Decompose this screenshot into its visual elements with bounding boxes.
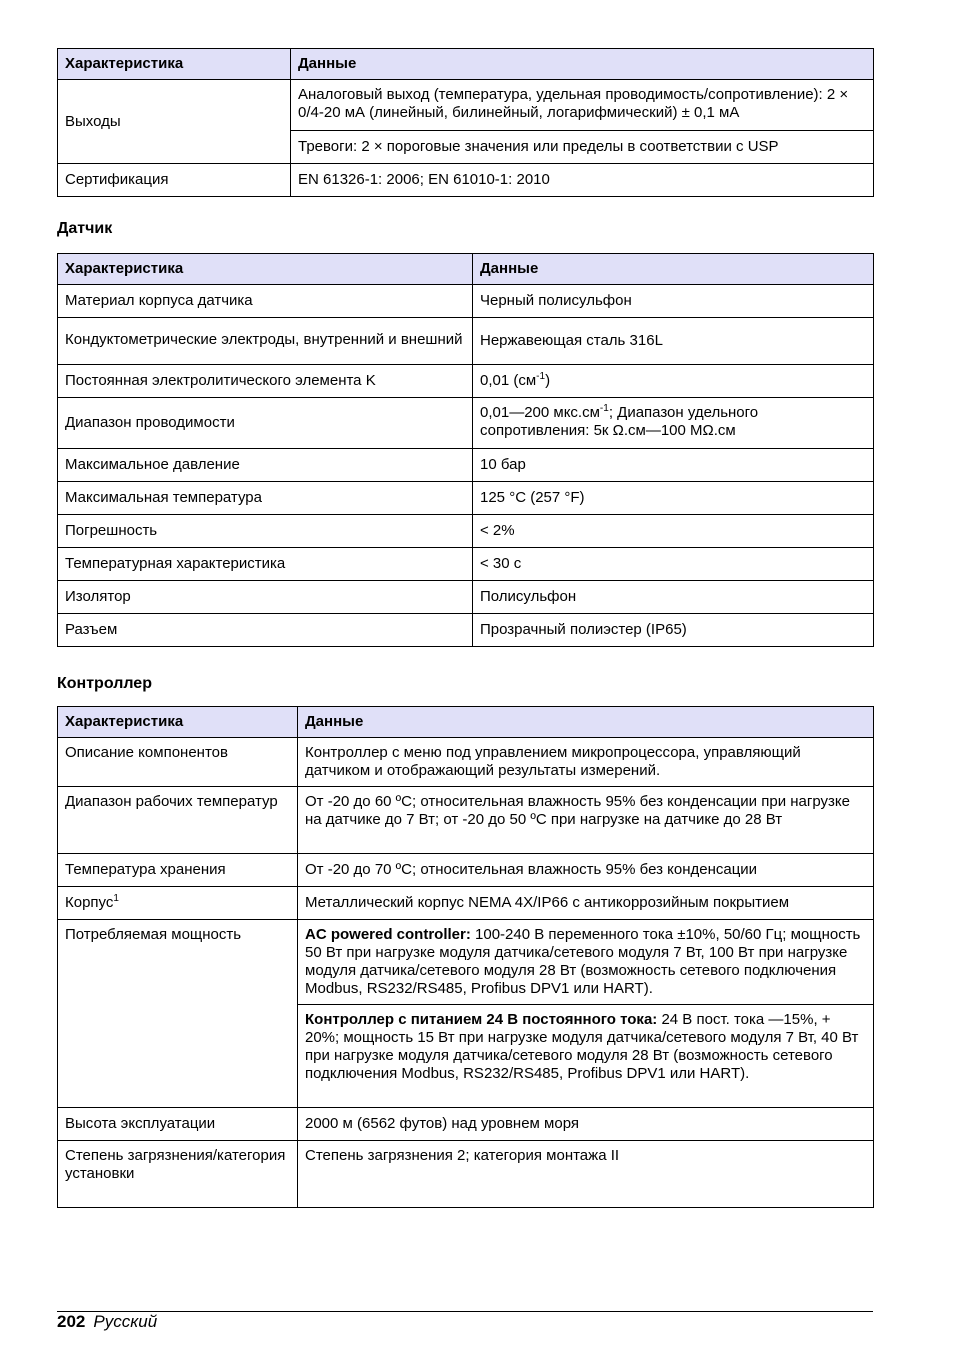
outputs-spec-table bbox=[57, 48, 874, 197]
pollution-label: Степень загрязнения/категория установки bbox=[58, 1141, 298, 1208]
header-data: Данные bbox=[291, 49, 874, 80]
footer-divider bbox=[57, 1311, 873, 1312]
table-row bbox=[58, 1108, 874, 1141]
table-row bbox=[58, 398, 874, 449]
section-title-sensor: Датчик bbox=[57, 220, 113, 237]
row-label: Погрешность bbox=[58, 515, 473, 548]
table-row bbox=[58, 285, 874, 318]
row-label: Максимальная температура bbox=[58, 482, 473, 515]
power-ac-value: AC powered controller: 100-240 В переменного тока ±10%, 50/60 Гц; мощность 50 Вт при нагрузке модуля датчика/сетевого модуля 7 Вт, 100 Вт при нагрузке модуля датчика/сетевого модуля 28 Вт (возможность сетевого подключения Modbus, RS232/RS485, Profibus DPV1 или HART). bbox=[298, 920, 874, 1005]
row-label: Диапазон проводимости bbox=[58, 398, 473, 449]
table-row bbox=[58, 920, 874, 1005]
table-row bbox=[58, 787, 874, 854]
table-row bbox=[58, 164, 874, 197]
storage-temp-label: Температура хранения bbox=[58, 854, 298, 887]
row-value: Нержавеющая сталь 316L bbox=[473, 318, 874, 365]
footnote-ref: 1 bbox=[113, 893, 119, 904]
table-row bbox=[58, 515, 874, 548]
table-header-row bbox=[58, 49, 874, 80]
op-temp-label: Диапазон рабочих температур bbox=[58, 787, 298, 854]
outputs-analog-value: Аналоговый выход (температура, удельная проводимость/сопротивление): 2 × 0/4-20 мА (линейный, билинейный, логарифмический) ± 0,1 мА bbox=[291, 80, 874, 131]
altitude-value: 2000 м (6562 футов) над уровнем моря bbox=[298, 1108, 874, 1141]
table-row bbox=[58, 1141, 874, 1208]
row-value: Черный полисульфон bbox=[473, 285, 874, 318]
table-row bbox=[58, 887, 874, 920]
row-value: Полисульфон bbox=[473, 581, 874, 614]
table-row bbox=[58, 318, 874, 365]
table-row bbox=[58, 482, 874, 515]
header-characteristic: Характеристика bbox=[58, 254, 473, 285]
power-dc-value: Контроллер с питанием 24 В постоянного тока: 24 В пост. тока —15%, + 20%; мощность 15 Вт при нагрузке модуля датчика/сетевого модуля 7 Вт, 40 Вт при нагрузке модуля датчика/сетевого модуля 28 Вт (возможность сетевого подключения Modbus, RS232/RS485, Profibus DPV1 или HART). bbox=[298, 1005, 874, 1108]
table-header-row bbox=[58, 254, 874, 285]
controller-spec-table bbox=[57, 706, 874, 1208]
sensor-spec-table bbox=[57, 253, 874, 647]
table-row bbox=[58, 80, 874, 131]
row-value: < 2% bbox=[473, 515, 874, 548]
outputs-alarm-value: Тревоги: 2 × пороговые значения или пределы в соответствии с USP bbox=[291, 131, 874, 164]
header-data: Данные bbox=[473, 254, 874, 285]
row-value: < 30 с bbox=[473, 548, 874, 581]
row-value: 0,01—200 $мкс.см^{-1}$; Диапазон удельного сопротивления: 5к Ω.см—100 MΩ.см bbox=[473, 398, 874, 449]
row-label: Материал корпуса датчика bbox=[58, 285, 473, 318]
table-row bbox=[58, 365, 874, 398]
row-label: Изолятор bbox=[58, 581, 473, 614]
row-value: 125 °C (257 °F) bbox=[473, 482, 874, 515]
header-characteristic: Характеристика bbox=[58, 707, 298, 738]
row-value: 0,01 $(см^{-1})$ bbox=[473, 365, 874, 398]
table-row bbox=[58, 614, 874, 647]
row-label: Кондуктометрические электроды, внутренний и внешний bbox=[58, 318, 473, 365]
header-characteristic: Характеристика bbox=[58, 49, 291, 80]
row-label: Максимальное давление bbox=[58, 449, 473, 482]
table-header-row bbox=[58, 707, 874, 738]
header-data: Данные bbox=[298, 707, 874, 738]
altitude-label: Высота эксплуатации bbox=[58, 1108, 298, 1141]
storage-temp-value: От -20 до 70 ºC; относительная влажность 95% без конденсации bbox=[298, 854, 874, 887]
table-row bbox=[58, 854, 874, 887]
enclosure-label: Корпус$^1$ bbox=[58, 887, 298, 920]
row-label: Разъем bbox=[58, 614, 473, 647]
components-label: Описание компонентов bbox=[58, 738, 298, 787]
table-row bbox=[58, 449, 874, 482]
row-value: Прозрачный полиэстер (IP65) bbox=[473, 614, 874, 647]
section-title-controller: Контроллер bbox=[57, 675, 152, 692]
table-row bbox=[58, 548, 874, 581]
page-footer bbox=[57, 1312, 157, 1332]
row-value: 10 бар bbox=[473, 449, 874, 482]
footer-language: Русский bbox=[93, 1312, 158, 1331]
power-label: Потребляемая мощность bbox=[58, 920, 298, 1108]
outputs-label: Выходы bbox=[58, 80, 291, 164]
row-label: Температурная характеристика bbox=[58, 548, 473, 581]
components-value: Контроллер с меню под управлением микропроцессора, управляющий датчиком и отображающий результаты измерений. bbox=[298, 738, 874, 787]
certification-label: Сертификация bbox=[58, 164, 291, 197]
pollution-value: Степень загрязнения 2; категория монтажа II bbox=[298, 1141, 874, 1208]
certification-value: EN 61326-1: 2006; EN 61010-1: 2010 bbox=[291, 164, 874, 197]
page-number: 202 bbox=[57, 1312, 86, 1331]
op-temp-value: От -20 до 60 ºC; относительная влажность 95% без конденсации при нагрузке на датчике до 7 Вт; от -20 до 50 ºC при нагрузке на датчике до 28 Вт bbox=[298, 787, 874, 854]
row-label: Постоянная электролитического элемента K bbox=[58, 365, 473, 398]
enclosure-value: Металлический корпус NEMA 4X/IP66 с антикоррозийным покрытием bbox=[298, 887, 874, 920]
table-row bbox=[58, 581, 874, 614]
table-row bbox=[58, 738, 874, 787]
